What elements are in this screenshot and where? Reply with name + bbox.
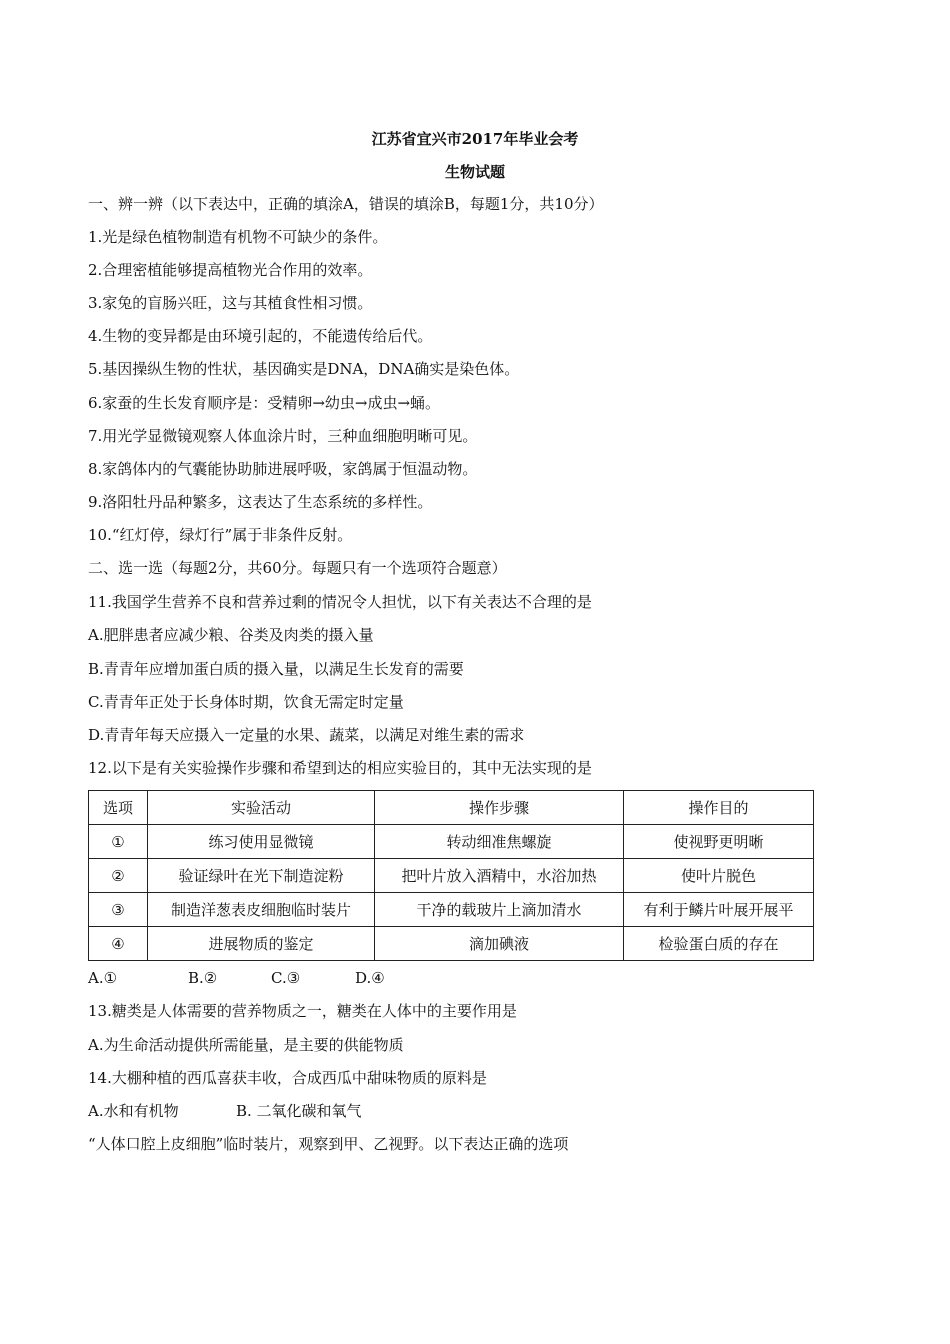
list-item: 7.用光学显微镜观察人体血涂片时，三种血细胞明晰可见。 — [88, 427, 478, 445]
table-header-cell: 选项 — [89, 791, 148, 825]
section2-heading: 二、选一选（每题2分，共60分。每题只有一个选项符合题意） — [88, 559, 507, 577]
list-item: 2.合理密植能够提高植物光合作用的效率。 — [88, 261, 373, 279]
list-item: 9.洛阳牡丹品种繁多，这表达了生态系统的多样性。 — [88, 493, 433, 511]
table-header-cell: 操作步骤 — [375, 791, 624, 825]
table-row — [89, 927, 814, 961]
table-row — [89, 893, 814, 927]
table-cell: 滴加碘液 — [375, 927, 624, 961]
exam-subtitle: 生物试题 — [444, 163, 505, 181]
list-item: 8.家鸽体内的气囊能协助肺进展呼吸，家鸽属于恒温动物。 — [88, 460, 478, 478]
table-header-cell: 实验活动 — [148, 791, 375, 825]
table-cell: 检验蛋白质的存在 — [624, 927, 814, 961]
q12-table — [88, 790, 814, 961]
q12-option-a: A.① — [88, 969, 118, 987]
table-cell: 制造洋葱表皮细胞临时装片 — [148, 893, 375, 927]
list-item: 3.家兔的盲肠兴旺，这与其植食性相习惯。 — [88, 294, 373, 312]
q11-option-b: B.青青年应增加蛋白质的摄入量，以满足生长发育的需要 — [88, 660, 464, 678]
table-header-row — [89, 791, 814, 825]
q12-option-b: B.② — [188, 969, 218, 987]
q14-options — [88, 1101, 362, 1121]
list-item: 6.家蚕的生长发育顺序是：受精卵→幼虫→成虫→蛹。 — [88, 394, 441, 412]
list-item: 10.“红灯停，绿灯行”属于非条件反射。 — [88, 526, 353, 544]
table-cell: 有利于鳞片叶展开展平 — [624, 893, 814, 927]
q12-option-d: D.④ — [355, 969, 385, 987]
q12-stem: 12.以下是有关实验操作步骤和希望到达的相应实验目的，其中无法实现的是 — [88, 759, 592, 777]
q11-option-d: D.青青年每天应摄入一定量的水果、蔬菜，以满足对维生素的需求 — [88, 726, 525, 744]
q14-option-a: A.水和有机物 — [88, 1102, 179, 1120]
q13-stem: 13.糖类是人体需要的营养物质之一，糖类在人体中的主要作用是 — [88, 1002, 517, 1020]
q11-option-c: C.青青年正处于长身体时期，饮食无需定时定量 — [88, 693, 404, 711]
table-row — [89, 859, 814, 893]
q14-stem: 14.大棚种植的西瓜喜获丰收，合成西瓜中甜味物质的原料是 — [88, 1069, 487, 1087]
table-cell: 进展物质的鉴定 — [148, 927, 375, 961]
section1-heading: 一、辨一辨（以下表达中，正确的填涂A，错误的填涂B，每题1分，共10分） — [88, 195, 604, 213]
table-cell: 使视野更明晰 — [624, 825, 814, 859]
table-cell: ③ — [89, 893, 148, 927]
list-item: 1.光是绿色植物制造有机物不可缺少的条件。 — [88, 228, 388, 246]
q14-option-b: B. 二氧化碳和氧气 — [236, 1102, 362, 1120]
q12-option-c: C.③ — [271, 969, 301, 987]
table-cell: ① — [89, 825, 148, 859]
list-item: 4.生物的变异都是由环境引起的，不能遗传给后代。 — [88, 327, 433, 345]
table-header-cell: 操作目的 — [624, 791, 814, 825]
table-cell: 验证绿叶在光下制造淀粉 — [148, 859, 375, 893]
table-row — [89, 825, 814, 859]
list-item: 5.基因操纵生物的性状，基因确实是DNA，DNA确实是染色体。 — [88, 360, 520, 378]
q11-option-a: A.肥胖患者应减少粮、谷类及肉类的摄入量 — [88, 626, 374, 644]
q13-option-a: A.为生命活动提供所需能量，是主要的供能物质 — [88, 1036, 404, 1054]
table-cell: ④ — [89, 927, 148, 961]
table-cell: ② — [89, 859, 148, 893]
table-cell: 使叶片脱色 — [624, 859, 814, 893]
q11-stem: 11.我国学生营养不良和营养过剩的情况令人担忧，以下有关表达不合理的是 — [88, 593, 592, 611]
exam-title: 江苏省宜兴市2017年毕业会考 — [371, 130, 579, 148]
table-cell: 把叶片放入酒精中，水浴加热 — [375, 859, 624, 893]
table-cell: 转动细准焦螺旋 — [375, 825, 624, 859]
table-cell: 练习使用显微镜 — [148, 825, 375, 859]
q12-options — [88, 968, 385, 988]
table-cell: 干净的载玻片上滴加清水 — [375, 893, 624, 927]
q15-fragment: “人体口腔上皮细胞”临时装片，观察到甲、乙视野。以下表达正确的选项 — [88, 1135, 569, 1153]
